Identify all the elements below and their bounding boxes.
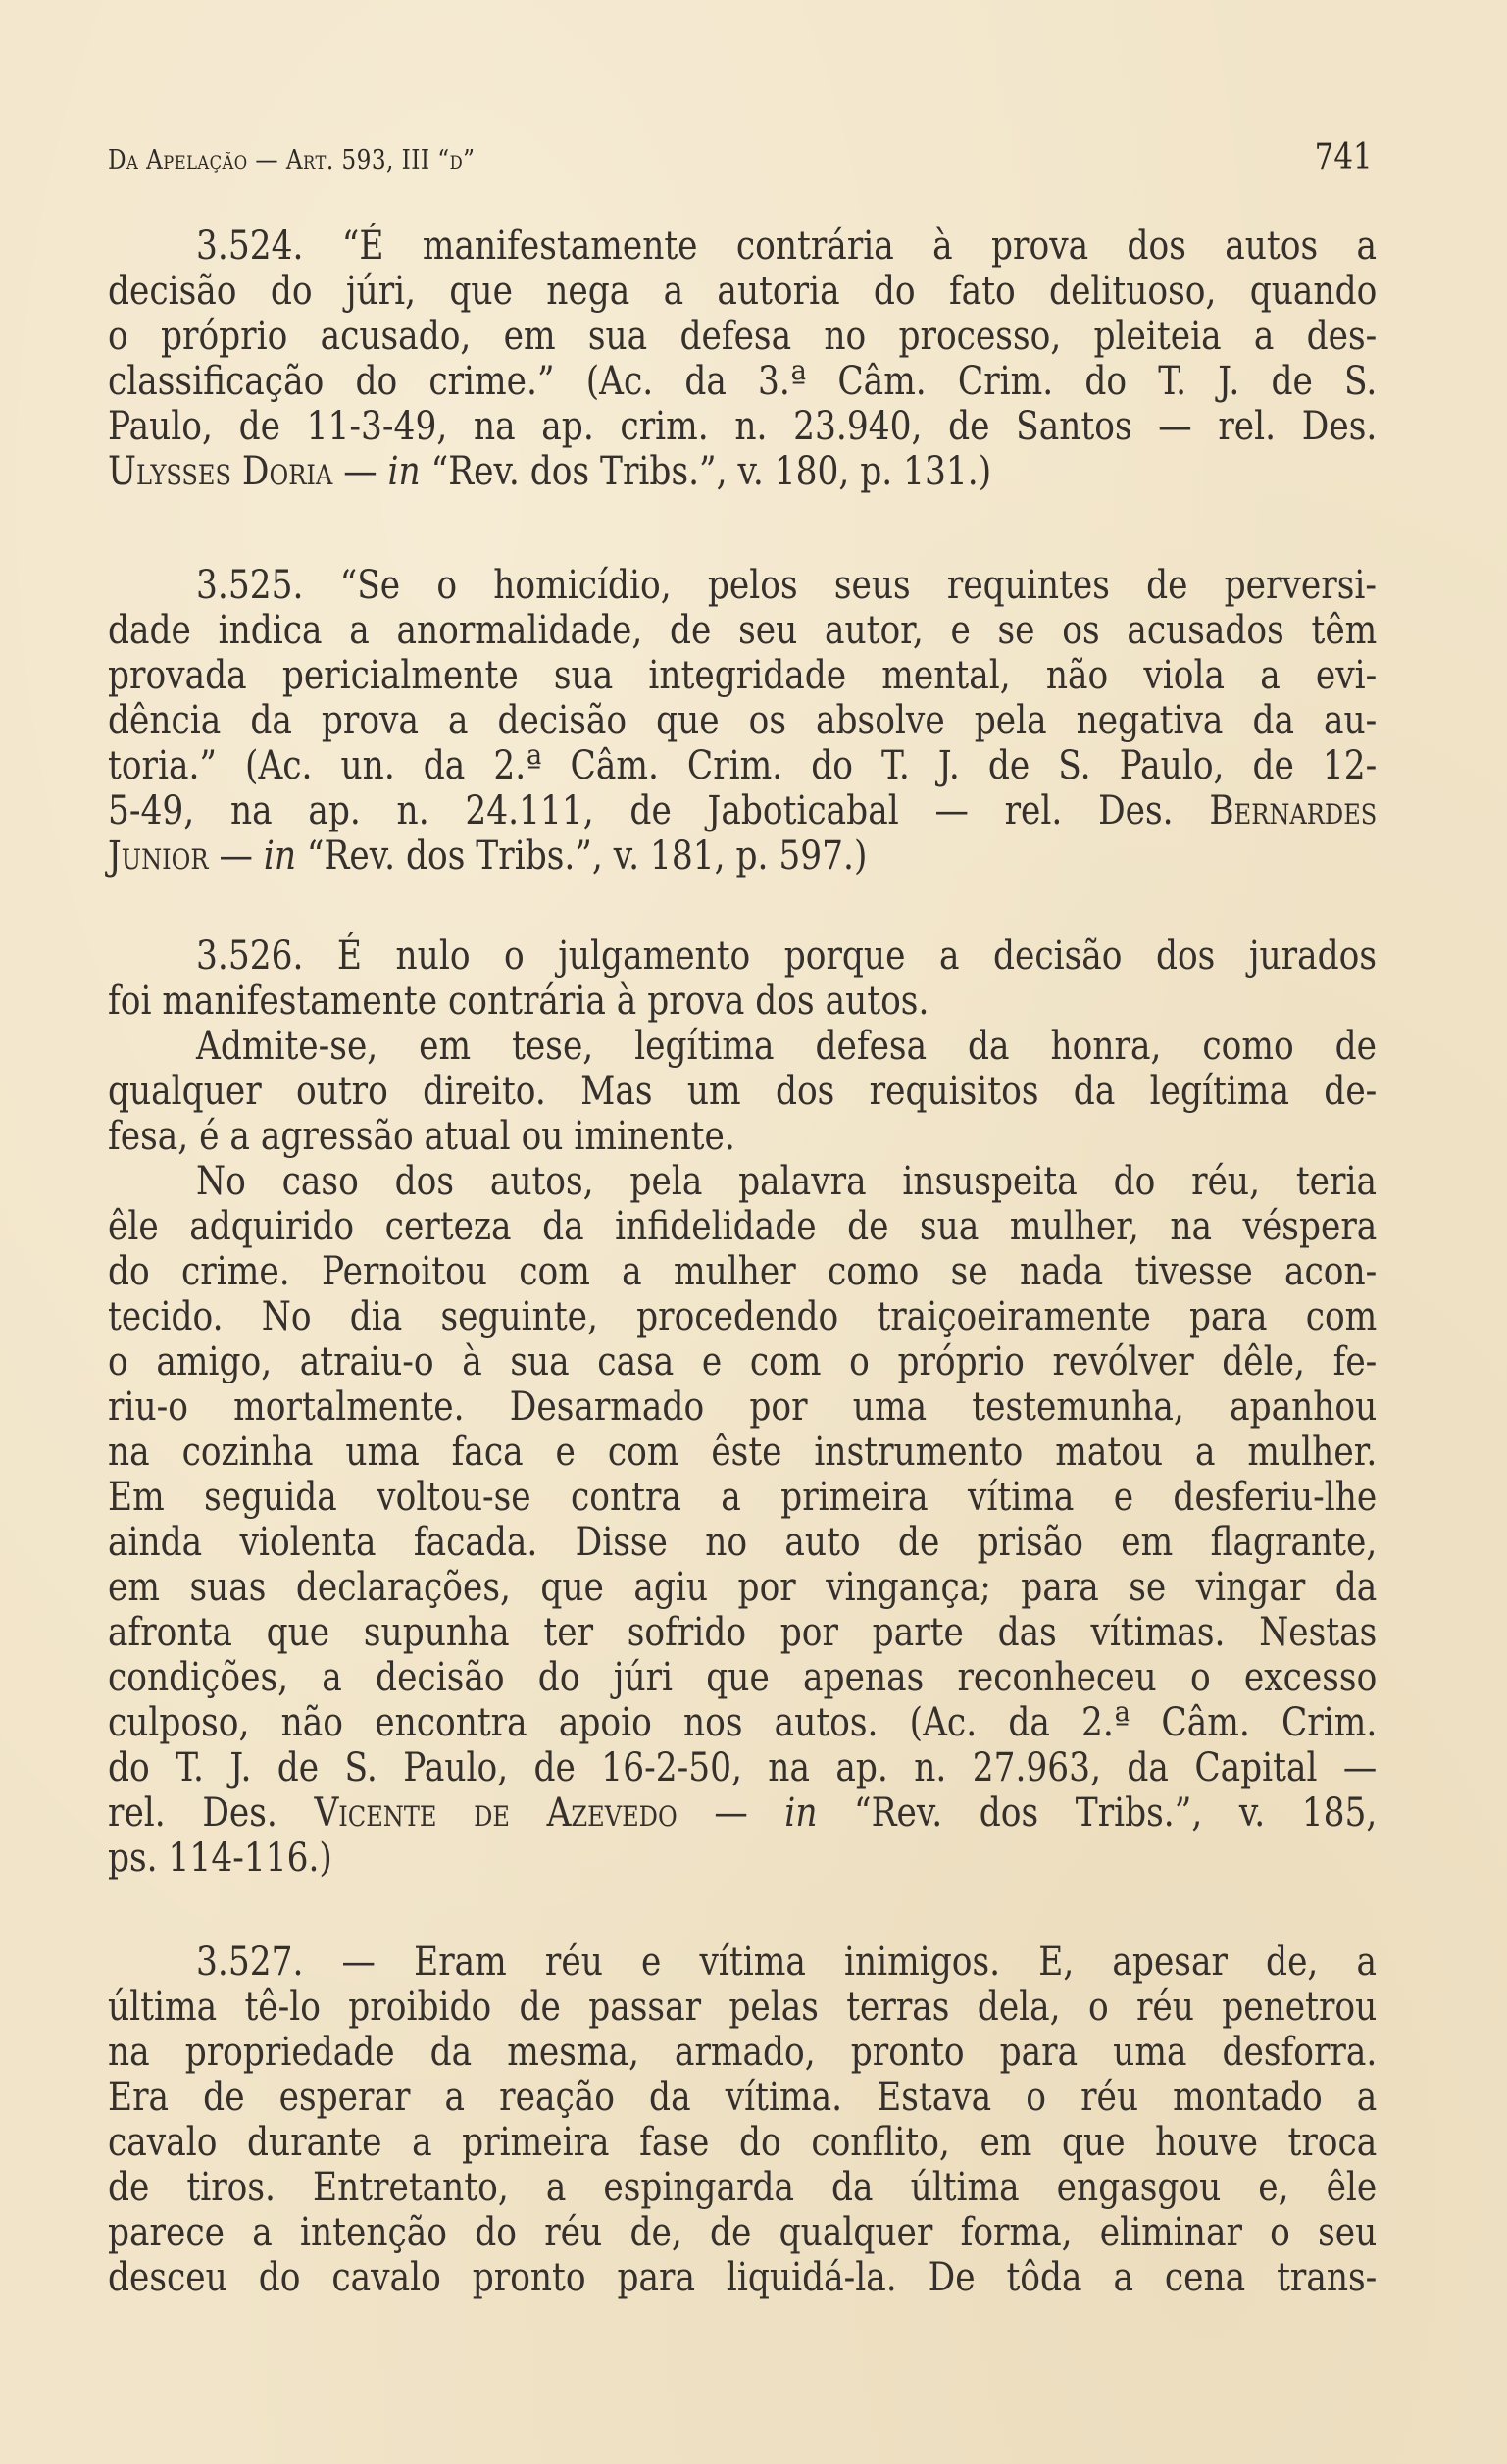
entry-3524-line: Paulo, de 11-3-49, na ap. crim. n. 23.940, de Santos — rel. Des. [108,404,1378,449]
entry-3526-line: do T. J. de S. Paulo, de 16-2-50, na ap. n. 27.963, da Capital — [108,1745,1378,1790]
judge-name: Bernardes [1209,788,1378,833]
entry-3527-line: parece a intenção do réu de, de qualquer forma, eliminar o seu [108,2210,1378,2255]
entry-3525-line [108,788,1377,833]
entry-3526-citation-line [108,1790,1377,1835]
citation-text: 5-49, na ap. n. 24.111, de Jaboticabal — rel. Des. [108,788,1210,833]
entry-3527-line: de tiros. Entretanto, a espingarda da última engasgou e, êle [108,2165,1378,2210]
entry-3527-line: Era de esperar a reação da vítima. Estava o réu montado a [108,2075,1378,2120]
entry-3524-line: 3.524. “É manifestamente contrária à prova dos autos a [196,224,1377,269]
judge-name: Vicente de Azevedo [314,1790,678,1835]
dash: — [208,833,264,879]
entry-3525-line: dade indica a anormalidade, de seu autor, e se os acusados têm [108,608,1378,653]
entry-3525-citation-line [108,833,1377,879]
entry-3526-line: Admite-se, em tese, legítima defesa da honra, como de [196,1024,1377,1069]
citation-source: “Rev. dos Tribs.”, v. 185, [817,1790,1378,1835]
citation-text: rel. Des. [108,1790,315,1835]
entry-3526-line: riu-o mortalmente. Desarmado por uma testemunha, apanhou [108,1384,1378,1430]
entry-3526-line: ainda violenta facada. Disse no auto de prisão em flagrante, [108,1520,1378,1565]
entry-3526-line: o amigo, atraiu-o à sua casa e com o próprio revólver dêle, fe- [108,1339,1378,1384]
entry-3524-citation-line [108,449,1377,494]
entry-3525-line: provada pericialmente sua integridade mental, não viola a evi- [108,653,1378,698]
entry-3525-line: toria.” (Ac. un. da 2.ª Câm. Crim. do T. J. de S. Paulo, de 12- [108,743,1378,788]
entry-3526-line: na cozinha uma faca e com êste instrumento matou a mulher. [108,1430,1378,1475]
running-title: Da Apelação — Art. 593, III “d” [108,145,476,176]
dash: — [677,1790,785,1835]
entry-3526-line: condições, a decisão do júri que apenas reconheceu o excesso [108,1655,1378,1700]
entry-3526-line: afronta que supunha ter sofrido por parte das vítimas. Nestas [108,1610,1378,1655]
judge-name: Junior [108,833,209,879]
entry-3527-line: cavalo durante a primeira fase do conflito, em que houve troca [108,2120,1378,2165]
in-word: in [263,833,296,879]
entry-3527-line: 3.527. — Eram réu e vítima inimigos. E, apesar de, a [196,1939,1377,1985]
page-number: 741 [1314,137,1373,177]
entry-3526-line: êle adquirido certeza da infidelidade de sua mulher, na véspera [108,1204,1378,1249]
entry-3526-line: No caso dos autos, pela palavra insuspeita do réu, teria [196,1159,1377,1204]
entry-3525-line: dência da prova a decisão que os absolve pela negativa da au- [108,698,1378,743]
citation-source: “Rev. dos Tribs.”, v. 181, p. 597.) [295,833,868,879]
entry-3526-line: tecido. No dia seguinte, procedendo traiçoeiramente para com [108,1294,1378,1339]
entry-3526-line: culposo, não encontra apoio nos autos. (Ac. da 2.ª Câm. Crim. [108,1700,1378,1745]
in-word: in [784,1790,818,1835]
dash: — [332,449,388,494]
judge-name: Ulysses Doria [108,449,333,494]
entry-3527-line: desceu do cavalo pronto para liquidá-la. De tôda a cena trans- [108,2255,1378,2300]
entry-3525-line: 3.525. “Se o homicídio, pelos seus requintes de perversi- [196,563,1377,608]
entry-3526-line: do crime. Pernoitou com a mulher como se nada tivesse acon- [108,1249,1378,1294]
citation-source: “Rev. dos Tribs.”, v. 180, p. 131.) [420,449,992,494]
entry-3527-line: na propriedade da mesma, armado, pronto para uma desforra. [108,2030,1378,2075]
entry-3526-line: Em seguida voltou-se contra a primeira vítima e desferiu-lhe [108,1475,1378,1520]
entry-3527-line: última tê-lo proibido de passar pelas terras dela, o réu penetrou [108,1985,1378,2030]
page-header [108,137,1373,177]
entry-3524-line: classificação do crime.” (Ac. da 3.ª Câm. Crim. do T. J. de S. [108,359,1378,404]
entry-3526-line: qualquer outro direito. Mas um dos requisitos da legítima de- [108,1069,1378,1114]
entry-3526-line: foi manifestamente contrária à prova dos autos. [108,979,929,1024]
entry-3524-line: o próprio acusado, em sua defesa no processo, pleiteia a des- [108,314,1378,359]
in-word: in [387,449,421,494]
entry-3526-line: fesa, é a agressão atual ou iminente. [108,1114,735,1159]
entry-3524-line: decisão do júri, que nega a autoria do fato delituoso, quando [108,269,1378,314]
entry-3526-line: em suas declarações, que agiu por vingança; para se vingar da [108,1565,1378,1610]
entry-3526-citation-last-line: ps. 114-116.) [108,1835,332,1881]
entry-3526-line: 3.526. É nulo o julgamento porque a decisão dos jurados [196,933,1377,979]
